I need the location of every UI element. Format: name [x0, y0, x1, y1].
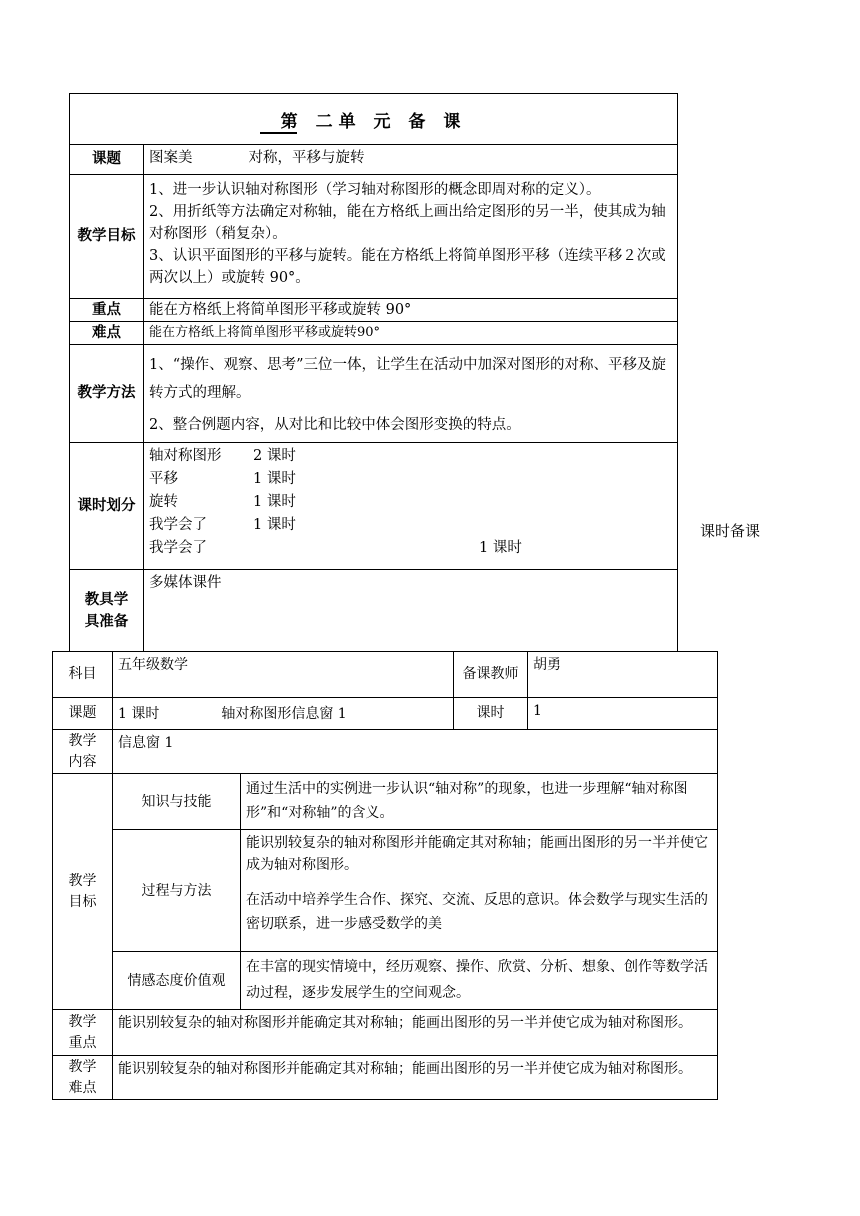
- method-label: 教学方法: [70, 345, 144, 443]
- content-label: 教学内容: [53, 730, 113, 774]
- hours-name: 平移: [149, 471, 178, 487]
- objective-item: 2、用折纸等方法确定对称轴，能在方格纸上画出给定图形的另一半，使其成为轴对称图形（稍复杂）。: [149, 204, 666, 242]
- hours-row: [149, 491, 672, 514]
- unit-plan-table: [69, 93, 678, 652]
- lesson-topic-label: 课题: [53, 698, 113, 730]
- process-item: 在活动中培养学生合作、探究、交流、反思的意识。体会数学与现实生活的密切联系，进一步感受数学的美: [246, 892, 708, 932]
- lesson-key-label: 教学重点: [53, 1010, 113, 1056]
- method-item: 2、整合例题内容，从对比和比较中体会图形变换的特点。: [149, 417, 521, 433]
- knowledge-label: 知识与技能: [113, 774, 241, 830]
- side-note: 课时备课: [700, 522, 761, 540]
- topic-value: [144, 145, 678, 175]
- hours-row: [149, 445, 672, 468]
- hours-label: 课时划分: [70, 443, 144, 570]
- hours-row: [149, 514, 672, 537]
- hours-row: [149, 537, 672, 560]
- hours-list: [144, 443, 678, 570]
- hours-value: 1 课时: [253, 471, 296, 487]
- emotion-value: 在丰富的现实情境中，经历观察、操作、欣赏、分析、想象、创作等数学活动过程，逐步发展学生的空间观念。: [241, 952, 718, 1010]
- subject-value: 五年级数学: [113, 652, 454, 698]
- tools-value: 多媒体课件: [144, 570, 678, 652]
- unit-plan-title: 第 二单 元 备 课: [280, 111, 467, 132]
- key-point-label: 重点: [70, 299, 144, 322]
- content-value: 信息窗 1: [113, 730, 718, 774]
- lesson-topic-part2: 轴对称图形信息窗 1: [221, 705, 347, 722]
- topic-label: 课题: [70, 145, 144, 175]
- hours-name: 我学会了: [149, 517, 207, 533]
- lesson-topic-value: [113, 698, 454, 730]
- hours-name: 旋转: [149, 494, 178, 510]
- hours-name: 轴对称图形: [149, 448, 222, 464]
- objective-item: 1、进一步认识轴对称图形（学习轴对称图形的概念即周对称的定义）。: [149, 182, 601, 198]
- hours-value: 1 课时: [253, 494, 296, 510]
- hours-value: 1 课时: [253, 517, 296, 533]
- goals-label: 教学目标: [53, 774, 113, 1010]
- period-label: 课时: [454, 698, 528, 730]
- teacher-value: 胡勇: [528, 652, 718, 698]
- hours-name: 我学会了: [149, 540, 207, 556]
- key-point-value: 能在方格纸上将简单图形平移或旋转 90°: [144, 299, 678, 322]
- lesson-difficulty-value: 能识别较复杂的轴对称图形并能确定其对称轴；能画出图形的另一半并使它成为轴对称图形。: [113, 1056, 718, 1100]
- difficulty-value: 能在方格纸上将简单图形平移或旋转90°: [144, 322, 678, 345]
- difficulty-label: 难点: [70, 322, 144, 345]
- unit-plan-header: [70, 94, 678, 145]
- lesson-difficulty-label: 教学难点: [53, 1056, 113, 1100]
- period-value: 1: [528, 698, 718, 730]
- objectives-list: [144, 175, 678, 299]
- method-item: 1、“操作、观察、思考”三位一体，让学生在活动中加深对图形的对称、平移及旋转方式的理解。: [149, 357, 667, 401]
- hours-value: 2 课时: [253, 448, 296, 464]
- emotion-label: 情感态度价值观: [113, 952, 241, 1010]
- hours-row: [149, 468, 672, 491]
- title-underline: [260, 132, 297, 134]
- subject-label: 科目: [53, 652, 113, 698]
- process-item: 能识别较复杂的轴对称图形并能确定其对称轴；能画出图形的另一半并使它成为轴对称图形。: [246, 835, 708, 873]
- lesson-key-value: 能识别较复杂的轴对称图形并能确定其对称轴；能画出图形的另一半并使它成为轴对称图形。: [113, 1010, 718, 1056]
- objectives-label: 教学目标: [70, 175, 144, 299]
- knowledge-value: 通过生活中的实例进一步认识“轴对称”的现象，也进一步理解“轴对称图形”和“对称轴”的含义。: [241, 774, 718, 830]
- topic-value-part1: 图案美: [149, 150, 193, 166]
- process-label: 过程与方法: [113, 830, 241, 952]
- hours-value: 1 课时: [479, 540, 522, 556]
- process-value: [241, 830, 718, 952]
- lesson-plan-table: [52, 651, 718, 1100]
- objective-item: 3、认识平面图形的平移与旋转。能在方格纸上将简单图形平移（连续平移２次或两次以上）或旋转 90°。: [149, 248, 666, 286]
- tools-label: 教具学具准备: [70, 570, 144, 652]
- lesson-topic-part1: 1 课时: [118, 705, 160, 722]
- teacher-label: 备课教师: [454, 652, 528, 698]
- methods-list: [144, 345, 678, 443]
- topic-value-part2: 对称，平移与旋转: [248, 150, 365, 166]
